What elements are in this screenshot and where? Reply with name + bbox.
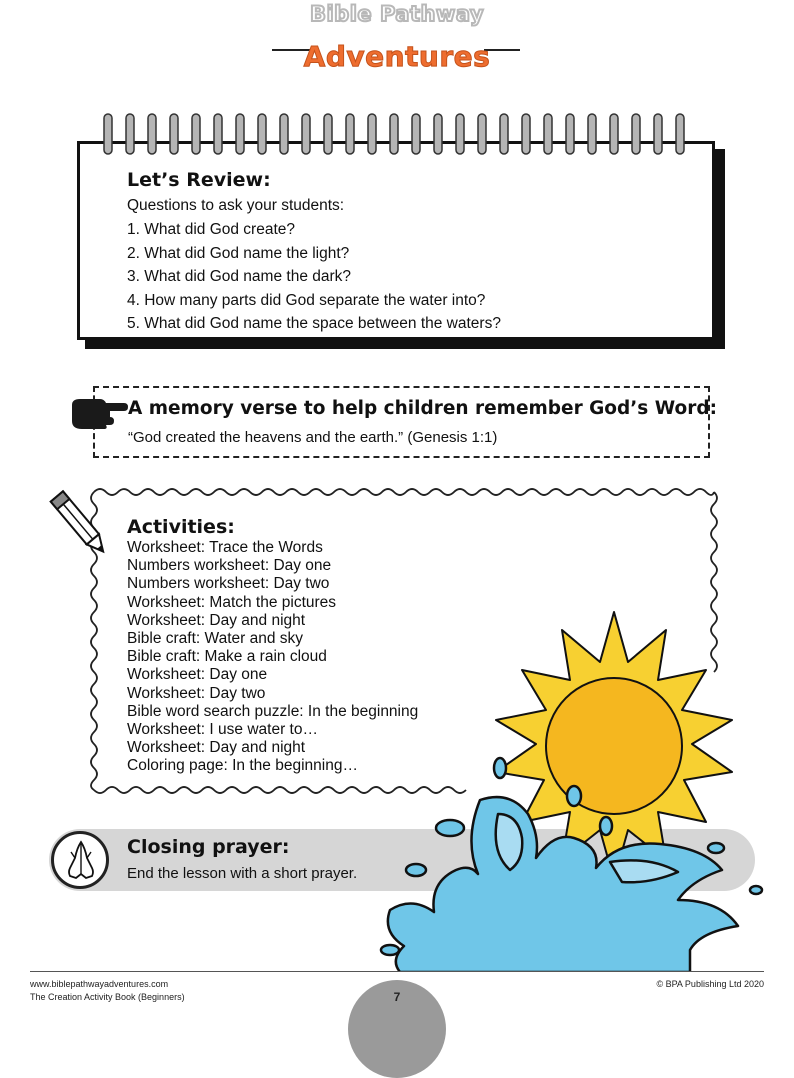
review-box xyxy=(77,141,715,340)
activity-item: Worksheet: Trace the Words xyxy=(127,539,323,556)
review-question: 1. What did God create? xyxy=(127,221,296,238)
pointing-hand-icon xyxy=(70,395,128,431)
activity-item: Bible craft: Water and sky xyxy=(127,630,304,648)
sun-splash-illustration xyxy=(360,600,794,972)
review-question: 4. How many parts did God separate the water into? xyxy=(127,291,486,309)
activity-item: Worksheet: Day two xyxy=(127,684,266,702)
review-question: 5. What did God name the space between the waters? xyxy=(127,315,501,332)
logo-top-text: Bible Pathway xyxy=(309,2,485,26)
activity-item: Worksheet: Match the pictures xyxy=(127,593,337,611)
logo-bottom-text: Adventures xyxy=(303,40,491,73)
activity-item: Numbers worksheet: Day one xyxy=(127,557,332,575)
footer-copyright: © BPA Publishing Ltd 2020 xyxy=(656,979,764,989)
activity-item: Worksheet: Day and night xyxy=(127,739,306,757)
memory-verse-text: “God created the heavens and the earth.” (Genesis 1:1) xyxy=(128,429,498,446)
footer-website: www.biblepathwayadventures.com xyxy=(30,979,169,989)
activity-item: Numbers worksheet: Day two xyxy=(127,575,330,593)
page-number: 7 xyxy=(393,990,401,1004)
footer-divider xyxy=(30,971,764,972)
closing-prayer-text: End the lesson with a short prayer. xyxy=(127,865,358,882)
activity-item: Worksheet: I use water to… xyxy=(127,721,318,739)
pencil-icon xyxy=(44,484,116,564)
review-title: Let’s Review: xyxy=(127,169,271,191)
activity-item: Bible craft: Make a rain cloud xyxy=(127,648,327,666)
activity-item: Worksheet: Day and night xyxy=(127,611,306,629)
activity-item: Bible word search puzzle: In the beginning xyxy=(127,702,419,720)
notebook-rings-icon xyxy=(100,112,700,158)
praying-hands-icon xyxy=(60,838,102,882)
review-intro: Questions to ask your students: xyxy=(127,197,345,214)
activities-title: Activities: xyxy=(127,516,235,538)
review-question: 2. What did God name the light? xyxy=(127,244,350,262)
activity-item: Coloring page: In the beginning… xyxy=(127,757,358,775)
review-question-list xyxy=(127,218,687,336)
memory-verse-title: A memory verse to help children remember God’s Word: xyxy=(128,398,717,419)
review-question: 3. What did God name the dark? xyxy=(127,268,352,285)
closing-prayer-title: Closing prayer: xyxy=(127,836,290,858)
activity-item: Worksheet: Day one xyxy=(127,666,268,684)
water-splash-icon xyxy=(381,758,762,972)
footer-book-title: The Creation Activity Book (Beginners) xyxy=(30,992,185,1002)
